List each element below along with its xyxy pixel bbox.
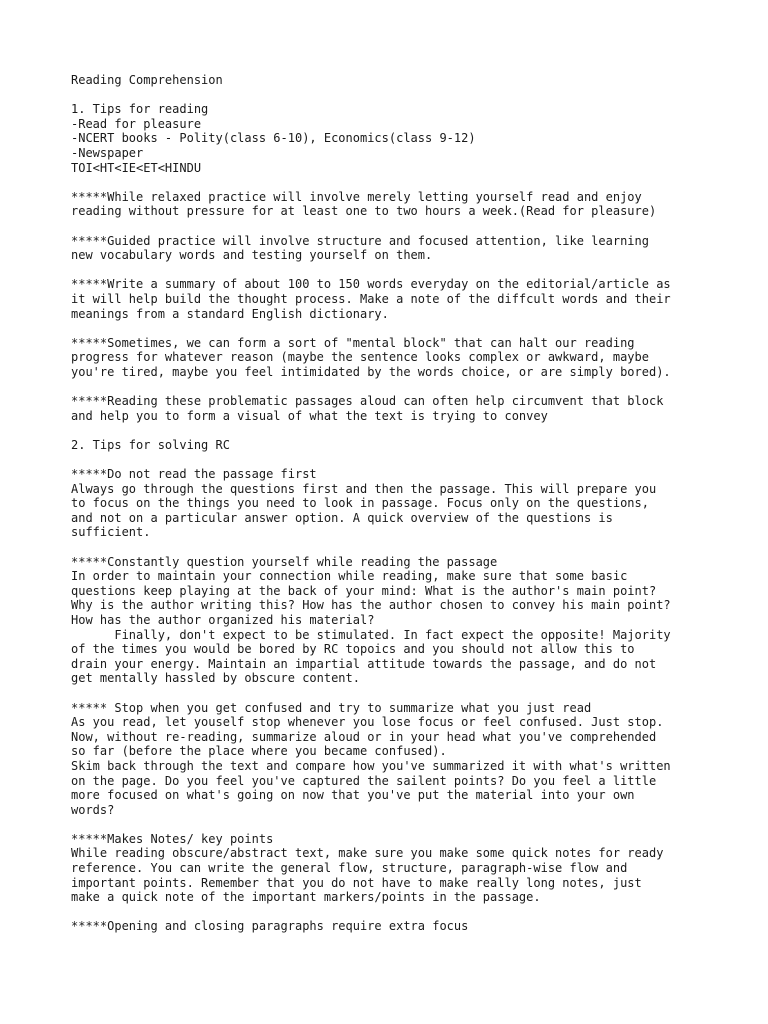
text-line: *****Opening and closing paragraphs require extra focus xyxy=(71,919,469,934)
text-line: Finally, don't expect to be stimulated. In fact expect the opposite! Majority xyxy=(71,627,671,642)
text-line: While reading obscure/abstract text, make sure you make some quick notes for ready xyxy=(71,846,664,861)
blank-line xyxy=(71,321,731,336)
text-line: reading without pressure for at least one to two hours a week.(Read for pleasure) xyxy=(71,204,657,219)
document-body xyxy=(71,73,731,934)
text-line: 1. Tips for reading xyxy=(71,102,209,117)
text-line: so far (before the place where you became confused). xyxy=(71,744,447,759)
text-line: reference. You can write the general flow, structure, paragraph-wise flow and xyxy=(71,861,628,876)
text-line: As you read, let youself stop whenever you lose focus or feel confused. Just stop. xyxy=(71,715,664,730)
text-line: *****Sometimes, we can form a sort of "mental block" that can halt our reading xyxy=(71,335,635,350)
blank-line xyxy=(71,817,731,832)
text-line: and not on a particular answer option. A quick overview of the questions is xyxy=(71,510,613,525)
text-line: meanings from a standard English dictionary. xyxy=(71,306,389,321)
text-line: and help you to form a visual of what the text is trying to convey xyxy=(71,408,548,423)
text-line: ***** Stop when you get confused and try to summarize what you just read xyxy=(71,700,592,715)
text-line: questions keep playing at the back of your mind: What is the author's main point? xyxy=(71,583,657,598)
text-line: 2. Tips for solving RC xyxy=(71,437,230,452)
text-line: of the times you would be bored by RC topoics and you should not allow this to xyxy=(71,642,635,657)
text-line: -NCERT books - Polity(class 6-10), Economics(class 9-12) xyxy=(71,131,476,146)
text-line: *****Reading these problematic passages aloud can often help circumvent that block xyxy=(71,394,664,409)
text-line: Always go through the questions first and then the passage. This will prepare you xyxy=(71,481,657,496)
text-line: drain your energy. Maintain an impartial attitude towards the passage, and do not xyxy=(71,656,657,671)
text-line: Why is the author writing this? How has the author chosen to convey his main point? xyxy=(71,598,671,613)
blank-line xyxy=(71,905,731,920)
text-line: Reading Comprehension xyxy=(71,73,223,87)
text-line: *****Do not read the passage first xyxy=(71,467,317,482)
blank-line xyxy=(71,219,731,234)
text-line: more focused on what's going on now that you've put the material into your own xyxy=(71,788,635,803)
text-line: -Read for pleasure xyxy=(71,116,202,131)
blank-line xyxy=(71,452,731,467)
text-line: to focus on the things you need to look in passage. Focus only on the questions, xyxy=(71,496,649,511)
blank-line xyxy=(71,686,731,701)
text-line: on the page. Do you feel you've captured the sailent points? Do you feel a little xyxy=(71,773,657,788)
blank-line xyxy=(71,423,731,438)
text-line: -Newspaper xyxy=(71,145,144,160)
text-line: words? xyxy=(71,802,115,817)
blank-line xyxy=(71,540,731,555)
text-line: *****Makes Notes/ key points xyxy=(71,831,274,846)
text-line: *****Guided practice will involve structure and focused attention, like learning xyxy=(71,233,649,248)
text-line: How has the author organized his material? xyxy=(71,612,375,627)
text-line: progress for whatever reason (maybe the sentence looks complex or awkward, maybe xyxy=(71,350,649,365)
text-line: *****Constantly question yourself while reading the passage xyxy=(71,554,498,569)
text-line: Now, without re-reading, summarize aloud or in your head what you've comprehended xyxy=(71,729,657,744)
text-line: important points. Remember that you do not have to make really long notes, just xyxy=(71,875,642,890)
text-line: sufficient. xyxy=(71,525,151,540)
text-line: Skim back through the text and compare how you've summarized it with what's written xyxy=(71,758,671,773)
text-line: you're tired, maybe you feel intimidated by the words choice, or are simply bored). xyxy=(71,364,671,379)
text-line: In order to maintain your connection while reading, make sure that some basic xyxy=(71,569,628,584)
blank-line xyxy=(71,88,731,103)
blank-line xyxy=(71,379,731,394)
blank-line xyxy=(71,175,731,190)
text-line: *****While relaxed practice will involve merely letting yourself read and enjoy xyxy=(71,189,642,204)
text-line: new vocabulary words and testing yourself on them. xyxy=(71,248,433,263)
text-line: *****Write a summary of about 100 to 150 words everyday on the editorial/article as xyxy=(71,277,671,292)
text-line: it will help build the thought process. Make a note of the diffcult words and their xyxy=(71,291,671,306)
text-line: TOI<HT<IE<ET<HINDU xyxy=(71,160,202,175)
text-line: get mentally hassled by obscure content. xyxy=(71,671,360,686)
blank-line xyxy=(71,263,731,278)
text-line: make a quick note of the important markers/points in the passage. xyxy=(71,890,541,905)
